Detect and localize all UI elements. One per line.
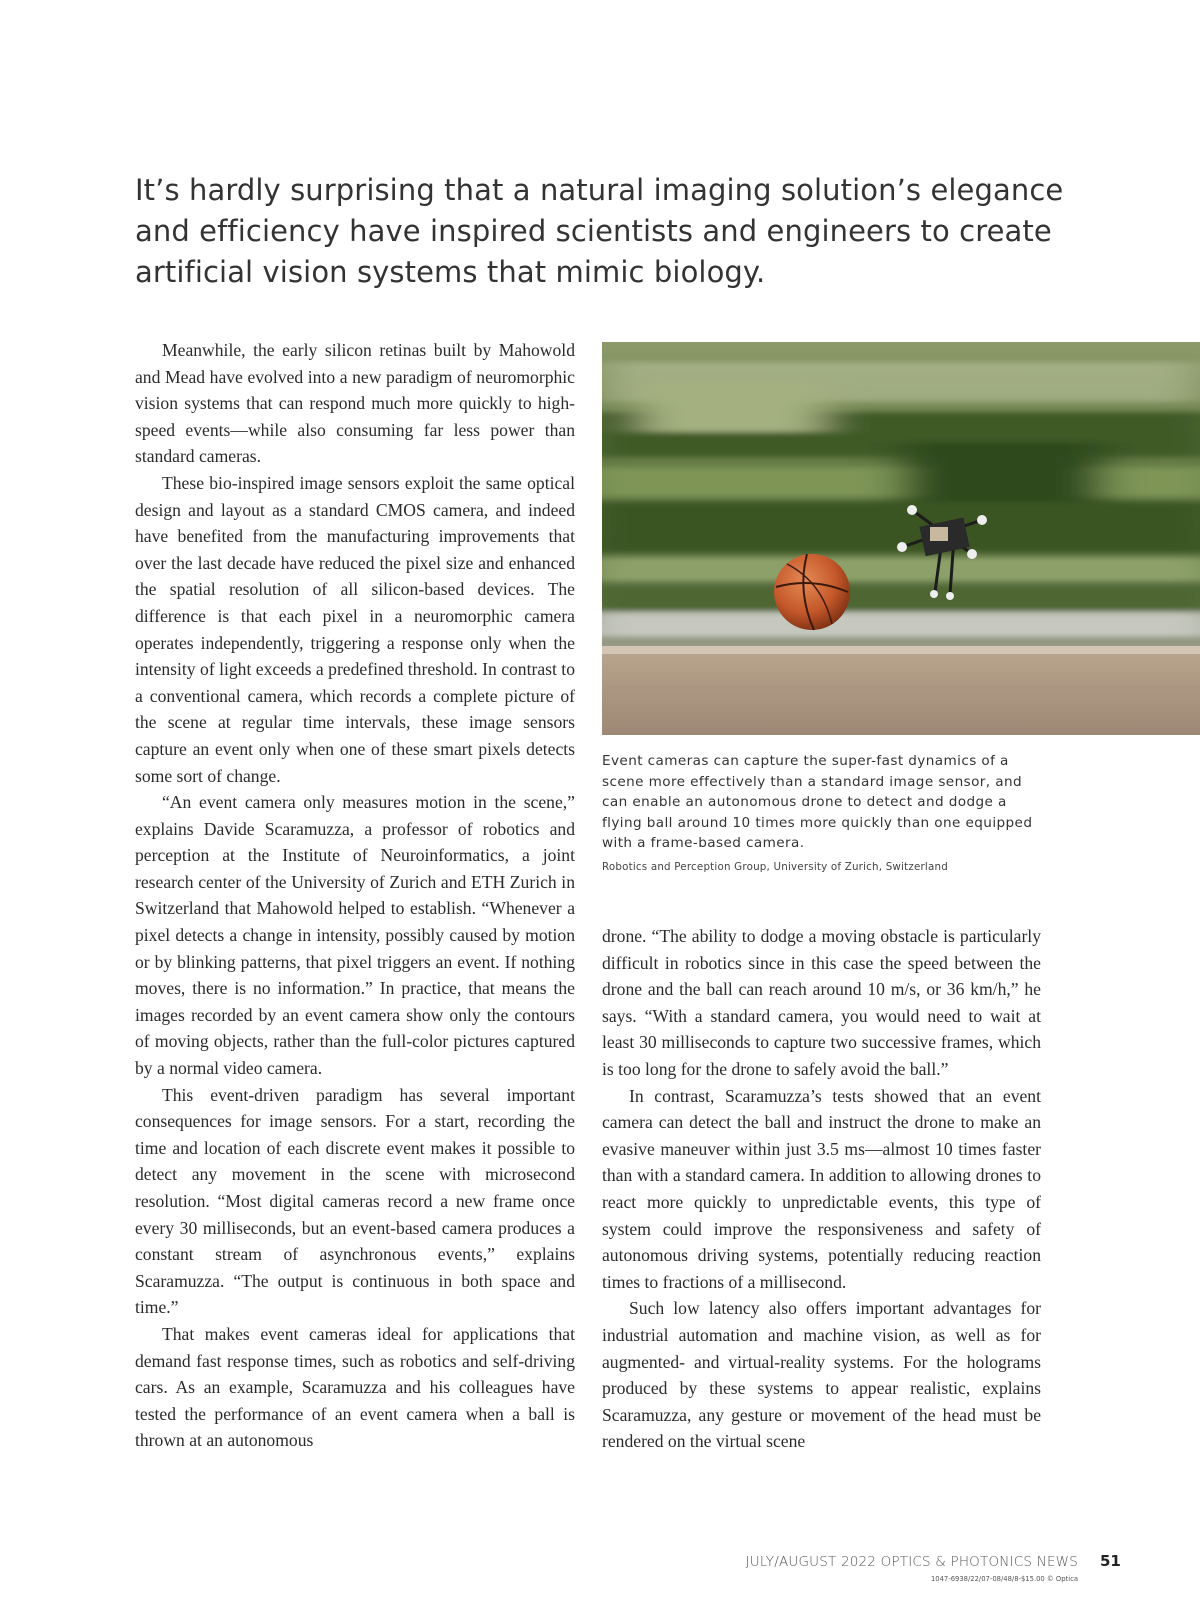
paragraph: This event-driven paradigm has several important consequences for image sensors. For a start, recording the time and location of each discrete event makes it possible to detect any movement in the scene with microsecond resolution. “Most digital cameras record a new frame once every 30 milliseconds, but an event-based camera produces a constant stream of asynchronous events,” explains Scaramuzza. “The output is continuous in both space and time.” bbox=[135, 1084, 575, 1318]
paragraph: In contrast, Scaramuzza’s tests showed that an event camera can detect the ball and instruct the drone to make an evasive maneuver within just 3.5 ms—almost 10 times faster than with a standard camera. In addition to allowing drones to react more quickly to unpredictable events, this type of system could improve the responsiveness and safety of autonomous driving systems, potentially reducing reaction times to fractions of a millisecond. bbox=[602, 1085, 1041, 1292]
drone-ball-photo bbox=[602, 342, 1200, 735]
pull-quote: It’s hardly surprising that a natural imaging solution’s elegance and efficiency have inspired scientists and engineers to create artificial vision systems that mimic biology. bbox=[135, 173, 1064, 289]
body-column-left bbox=[135, 337, 575, 1454]
footer-issn: 1047-6938/22/07-08/48/8-$15.00 © Optica bbox=[930, 1575, 1078, 1583]
paragraph: That makes event cameras ideal for applications that demand fast response times, such as robotics and self-driving cars. As an example, Scaramuzza and his colleagues have tested the performance of an event camera when a ball is thrown at an autonomous bbox=[135, 1323, 575, 1451]
body-column-right bbox=[602, 923, 1041, 1455]
figure-caption: Event cameras can capture the super-fast dynamics of a scene more effectively than a standard image sensor, and can enable an autonomous drone to detect and dodge a flying ball around 10 times more quickly than one equipped with a frame-based camera. bbox=[602, 753, 1033, 851]
footer-publication: JULY/AUGUST 2022 OPTICS & PHOTONICS NEWS bbox=[745, 1554, 1078, 1570]
paragraph: These bio-inspired image sensors exploit the same optical design and layout as a standard CMOS camera, and indeed have benefited from the manufacturing improvements that over the last decade have reduced the pixel size and enhanced the spatial resolution of all silicon-based devices. The difference is that each pixel in a neuromorphic camera operates independently, triggering a response only when the intensity of light exceeds a predefined threshold. In contrast to a conventional camera, which records a complete picture of the scene at regular time intervals, these image sensors capture an event only when one of these smart pixels detects some sort of change. bbox=[135, 472, 575, 786]
figure-credit: Robotics and Perception Group, University of Zurich, Switzerland bbox=[602, 861, 948, 873]
page-number: 51 bbox=[1100, 1552, 1121, 1570]
paragraph: Meanwhile, the early silicon retinas built by Mahowold and Mead have evolved into a new paradigm of neuromorphic vision systems that can respond much more quickly to high-speed events—while also consuming far less power than standard cameras. bbox=[135, 340, 575, 467]
paragraph: “An event camera only measures motion in the scene,” explains Davide Scaramuzza, a professor of robotics and perception at the Institute of Neuroinformatics, a joint research center of the University of Zurich and ETH Zurich in Switzerland that Mahowold helped to establish. “Whenever a pixel detects a change in intensity, possibly caused by motion or by blinking patterns, that pixel triggers an event. If nothing moves, there is no information.” In practice, that means the images recorded by an event camera show only the contours of moving objects, rather than the full-color pictures captured by a normal video camera. bbox=[135, 792, 575, 1079]
paragraph: Such low latency also offers important advantages for industrial automation and machine vision, as well as for augmented- and virtual-reality systems. For the holograms produced by these systems to appear realistic, explains Scaramuzza, any gesture or movement of the head must be rendered on the virtual scene bbox=[602, 1298, 1041, 1452]
paragraph: drone. “The ability to dodge a moving obstacle is particularly difficult in robotics since in this case the speed between the drone and the ball can reach around 10 m/s, or 36 km/h,” he says. “With a standard camera, you would need to wait at least 30 milliseconds to capture two successive frames, which is too long for the drone to safely avoid the ball.” bbox=[602, 926, 1041, 1079]
